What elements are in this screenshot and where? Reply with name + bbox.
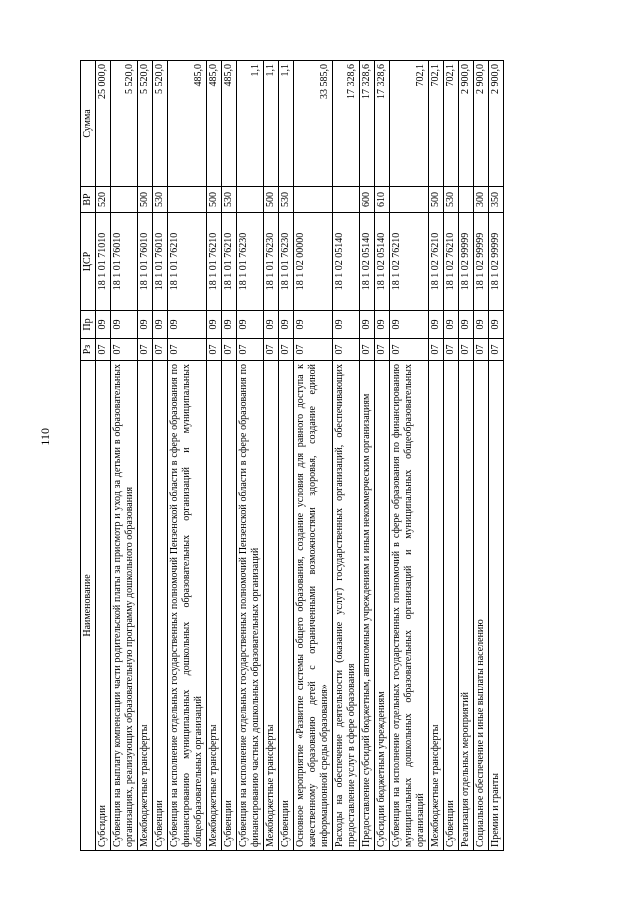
cell-name: Субвенция на исполнение отдельных государственных полномочий в сфере образования по финансированию муниципальных дошкольных образовательных организаций и муниципальных общеобразовательных организаций xyxy=(390,361,429,851)
cell-sum: 485,0 xyxy=(207,61,222,187)
cell-sum: 5 520,0 xyxy=(138,61,153,187)
header-sum: Сумма xyxy=(81,61,96,187)
table-row xyxy=(168,61,207,851)
cell-vr: 300 xyxy=(474,187,489,213)
cell-sum: 702,1 xyxy=(390,61,429,187)
table-row xyxy=(474,61,489,851)
cell-name: Субвенции xyxy=(279,361,294,851)
cell-csr: 18 1 02 99999 xyxy=(474,213,489,311)
cell-sum: 1,1 xyxy=(279,61,294,187)
cell-csr: 18 1 02 76210 xyxy=(429,213,444,311)
table-row xyxy=(444,61,459,851)
cell-vr xyxy=(237,187,264,213)
cell-csr: 18 1 01 76210 xyxy=(222,213,237,311)
cell-name: Основное мероприятие «Развитие системы общего образования, создание условия для равного доступа к качественному образованию детей с ограниченными возможностями здоровья, создание единой информационной среды образования» xyxy=(294,361,333,851)
cell-name: Межбюджетные трансферты xyxy=(429,361,444,851)
cell-vr: 530 xyxy=(279,187,294,213)
cell-rz: 07 xyxy=(222,339,237,361)
cell-pr: 09 xyxy=(489,311,504,339)
table-row xyxy=(279,61,294,851)
cell-rz: 07 xyxy=(96,339,111,361)
cell-sum: 25 000,0 xyxy=(96,61,111,187)
cell-sum: 2 900,0 xyxy=(459,61,474,187)
cell-sum: 1,1 xyxy=(237,61,264,187)
cell-csr: 18 1 02 76210 xyxy=(390,213,429,311)
cell-sum: 2 900,0 xyxy=(489,61,504,187)
cell-name: Расходы на обеспечение деятельности (оказание услуг) государственных организаций, обеспечивающих предоставление услуг в сфере образования xyxy=(333,361,360,851)
cell-rz: 07 xyxy=(474,339,489,361)
cell-sum: 1,1 xyxy=(264,61,279,187)
cell-csr: 18 1 01 76010 xyxy=(138,213,153,311)
cell-pr: 09 xyxy=(375,311,390,339)
cell-pr: 09 xyxy=(207,311,222,339)
table-row xyxy=(390,61,429,851)
table-row xyxy=(459,61,474,851)
cell-sum: 2 900,0 xyxy=(474,61,489,187)
cell-vr: 500 xyxy=(207,187,222,213)
cell-rz: 07 xyxy=(168,339,207,361)
cell-csr: 18 1 02 99999 xyxy=(489,213,504,311)
cell-pr: 09 xyxy=(111,311,138,339)
cell-vr: 600 xyxy=(360,187,375,213)
cell-name: Премии и гранты xyxy=(489,361,504,851)
cell-rz: 07 xyxy=(360,339,375,361)
cell-pr: 09 xyxy=(153,311,168,339)
cell-rz: 07 xyxy=(294,339,333,361)
cell-vr: 500 xyxy=(429,187,444,213)
cell-pr: 09 xyxy=(237,311,264,339)
cell-vr: 500 xyxy=(264,187,279,213)
cell-csr: 18 1 01 76210 xyxy=(168,213,207,311)
cell-rz: 07 xyxy=(390,339,429,361)
cell-name: Межбюджетные трансферты xyxy=(207,361,222,851)
table-row xyxy=(153,61,168,851)
cell-name: Реализация отдельных мероприятий xyxy=(459,361,474,851)
cell-name: Субсидии xyxy=(96,361,111,851)
page-number: 110 xyxy=(38,428,52,446)
cell-rz: 07 xyxy=(375,339,390,361)
cell-rz: 07 xyxy=(444,339,459,361)
header-csr: ЦСР xyxy=(81,213,96,311)
cell-vr xyxy=(390,187,429,213)
table-header-row xyxy=(81,61,96,851)
cell-pr: 09 xyxy=(264,311,279,339)
cell-csr: 18 1 01 76230 xyxy=(279,213,294,311)
cell-rz: 07 xyxy=(153,339,168,361)
header-pr: Пр xyxy=(81,311,96,339)
cell-csr: 18 1 02 00000 xyxy=(294,213,333,311)
cell-vr: 520 xyxy=(96,187,111,213)
cell-vr xyxy=(294,187,333,213)
table-row xyxy=(96,61,111,851)
cell-pr: 09 xyxy=(360,311,375,339)
table-row xyxy=(375,61,390,851)
cell-vr xyxy=(333,187,360,213)
table-row xyxy=(294,61,333,851)
cell-sum: 5 520,0 xyxy=(153,61,168,187)
cell-csr: 18 1 02 05140 xyxy=(333,213,360,311)
cell-csr: 18 1 02 76210 xyxy=(444,213,459,311)
cell-pr: 09 xyxy=(333,311,360,339)
table-row xyxy=(111,61,138,851)
cell-rz: 07 xyxy=(207,339,222,361)
cell-pr: 09 xyxy=(138,311,153,339)
rotated-page-content xyxy=(80,61,566,851)
cell-sum: 485,0 xyxy=(222,61,237,187)
table-row xyxy=(360,61,375,851)
header-name: Наименование xyxy=(81,361,96,851)
cell-rz: 07 xyxy=(459,339,474,361)
cell-name: Предоставление субсидий бюджетным, автономным учреждениям и иным некоммерческим организациям xyxy=(360,361,375,851)
cell-pr: 09 xyxy=(429,311,444,339)
cell-csr: 18 1 02 05140 xyxy=(375,213,390,311)
cell-pr: 09 xyxy=(279,311,294,339)
cell-vr: 530 xyxy=(222,187,237,213)
cell-rz: 07 xyxy=(489,339,504,361)
cell-rz: 07 xyxy=(111,339,138,361)
cell-csr: 18 1 02 05140 xyxy=(360,213,375,311)
table-row xyxy=(237,61,264,851)
cell-vr xyxy=(111,187,138,213)
header-rz: Рз xyxy=(81,339,96,361)
cell-pr: 09 xyxy=(294,311,333,339)
cell-name: Субвенция на выплату компенсации части родительской платы за присмотр и уход за детьми в образовательных организациях, реализующих образовательную программу дошкольного образования xyxy=(111,361,138,851)
table-row xyxy=(264,61,279,851)
cell-csr: 18 1 01 76010 xyxy=(111,213,138,311)
cell-vr: 610 xyxy=(375,187,390,213)
table-row xyxy=(207,61,222,851)
cell-csr: 18 1 01 76230 xyxy=(237,213,264,311)
header-vr: ВР xyxy=(81,187,96,213)
cell-csr: 18 1 01 71010 xyxy=(96,213,111,311)
cell-rz: 07 xyxy=(279,339,294,361)
cell-pr: 09 xyxy=(222,311,237,339)
cell-pr: 09 xyxy=(459,311,474,339)
cell-sum: 17 328,6 xyxy=(360,61,375,187)
cell-csr: 18 1 01 76210 xyxy=(207,213,222,311)
cell-name: Субвенции xyxy=(444,361,459,851)
cell-rz: 07 xyxy=(333,339,360,361)
cell-pr: 09 xyxy=(444,311,459,339)
cell-name: Субсидии бюджетным учреждениям xyxy=(375,361,390,851)
cell-rz: 07 xyxy=(429,339,444,361)
cell-sum: 17 328,6 xyxy=(333,61,360,187)
cell-name: Субвенции xyxy=(222,361,237,851)
cell-sum: 702,1 xyxy=(429,61,444,187)
cell-rz: 07 xyxy=(237,339,264,361)
table-row xyxy=(429,61,444,851)
cell-name: Межбюджетные трансферты xyxy=(264,361,279,851)
table-row xyxy=(222,61,237,851)
table-body xyxy=(96,61,504,851)
budget-table xyxy=(80,60,504,851)
cell-sum: 33 585,0 xyxy=(294,61,333,187)
cell-csr: 18 1 01 76230 xyxy=(264,213,279,311)
table-row xyxy=(138,61,153,851)
cell-name: Социальное обеспечение и иные выплаты населению xyxy=(474,361,489,851)
cell-name: Межбюджетные трансферты xyxy=(138,361,153,851)
cell-vr: 350 xyxy=(489,187,504,213)
cell-pr: 09 xyxy=(390,311,429,339)
cell-csr: 18 1 01 76010 xyxy=(153,213,168,311)
cell-name: Субвенции xyxy=(153,361,168,851)
cell-csr: 18 1 02 99999 xyxy=(459,213,474,311)
table-row xyxy=(489,61,504,851)
cell-vr: 500 xyxy=(138,187,153,213)
cell-vr: 530 xyxy=(444,187,459,213)
cell-pr: 09 xyxy=(474,311,489,339)
cell-name: Субвенция на исполнение отдельных государственных полномочий Пензенской области в сфере образования по финансированию муниципальных дошкольных образовательных организаций и муниципальных общеобразовательных организаций xyxy=(168,361,207,851)
cell-sum: 17 328,6 xyxy=(375,61,390,187)
cell-sum: 485,0 xyxy=(168,61,207,187)
cell-name: Субвенция на исполнение отдельных государственных полномочий Пензенской области в сфере образования по финансированию частных дошкольных образовательных организаций xyxy=(237,361,264,851)
cell-pr: 09 xyxy=(168,311,207,339)
cell-rz: 07 xyxy=(264,339,279,361)
cell-sum: 5 520,0 xyxy=(111,61,138,187)
cell-sum: 702,1 xyxy=(444,61,459,187)
table-row xyxy=(333,61,360,851)
cell-vr xyxy=(459,187,474,213)
cell-vr: 530 xyxy=(153,187,168,213)
cell-vr xyxy=(168,187,207,213)
cell-rz: 07 xyxy=(138,339,153,361)
cell-pr: 09 xyxy=(96,311,111,339)
